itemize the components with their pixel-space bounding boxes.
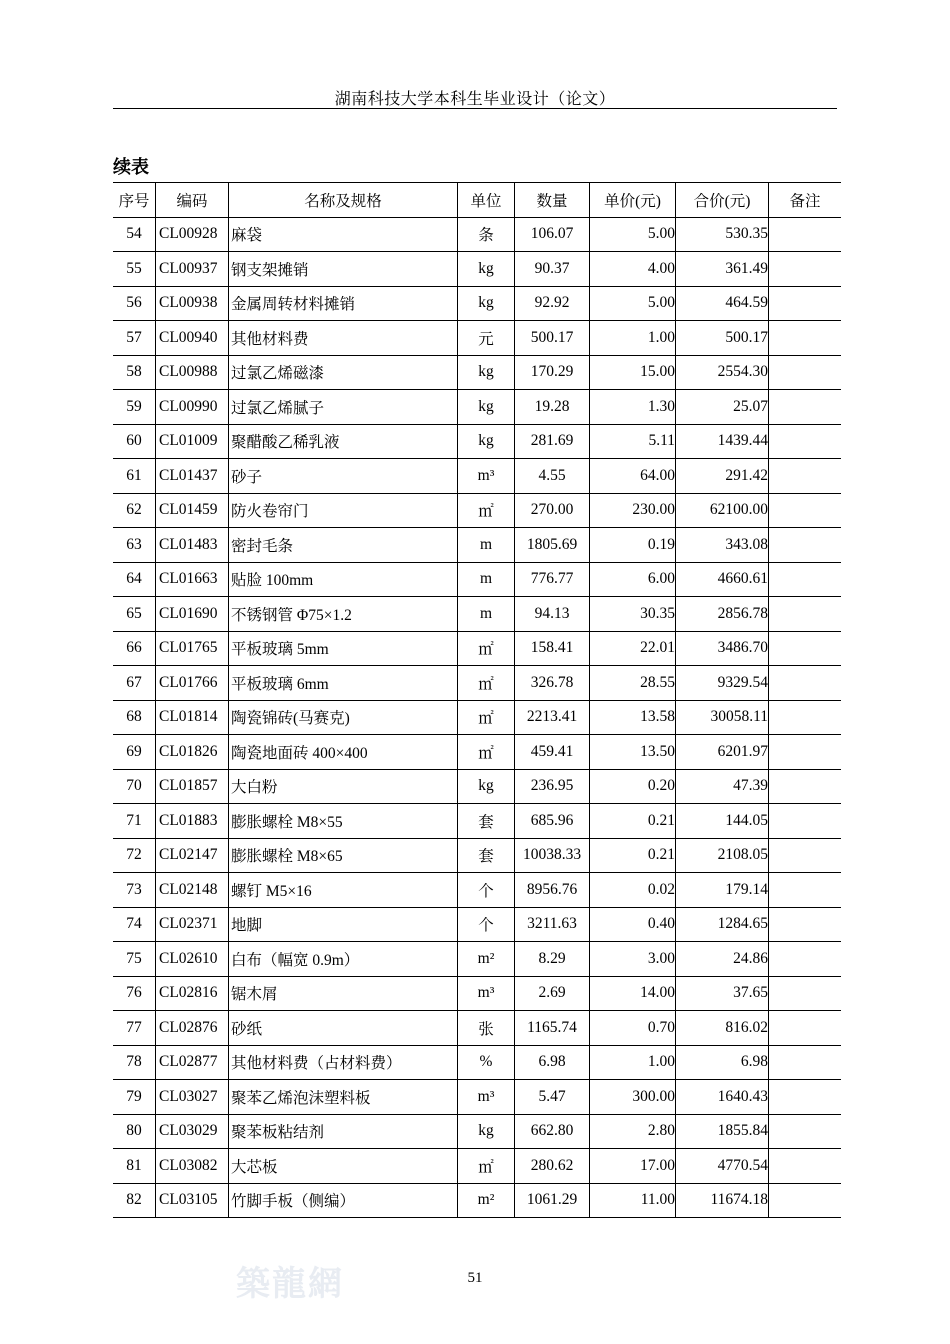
cell-name: 陶瓷锦砖(马赛克) — [229, 700, 458, 735]
cell-remarks — [769, 597, 842, 632]
cell-unit: 元 — [458, 321, 515, 356]
cell-index: 82 — [113, 1183, 156, 1218]
cell-name: 其他材料费（占材料费） — [229, 1045, 458, 1080]
cell-unit-price: 15.00 — [590, 355, 676, 390]
cell-quantity: 4.55 — [515, 459, 590, 494]
cell-name: 金属周转材料摊销 — [229, 286, 458, 321]
cell-index: 67 — [113, 666, 156, 701]
table-row — [113, 631, 841, 666]
cell-code: CL02148 — [156, 873, 229, 908]
cell-quantity: 158.41 — [515, 631, 590, 666]
table-row — [113, 597, 841, 632]
cell-index: 72 — [113, 838, 156, 873]
header-row — [113, 183, 841, 218]
cell-total-price: 47.39 — [676, 769, 769, 804]
cell-quantity: 8.29 — [515, 942, 590, 977]
cell-total-price: 24.86 — [676, 942, 769, 977]
table-row — [113, 1011, 841, 1046]
cell-quantity: 685.96 — [515, 804, 590, 839]
cell-unit: kg — [458, 424, 515, 459]
table-row — [113, 390, 841, 425]
cell-quantity: 8956.76 — [515, 873, 590, 908]
cell-total-price: 144.05 — [676, 804, 769, 839]
cell-remarks — [769, 735, 842, 770]
cell-unit-price: 230.00 — [590, 493, 676, 528]
cell-index: 70 — [113, 769, 156, 804]
table-row — [113, 976, 841, 1011]
cell-code: CL01883 — [156, 804, 229, 839]
cell-total-price: 3486.70 — [676, 631, 769, 666]
cell-index: 79 — [113, 1080, 156, 1115]
cell-code: CL03027 — [156, 1080, 229, 1115]
cell-quantity: 280.62 — [515, 1149, 590, 1184]
cell-remarks — [769, 838, 842, 873]
cell-remarks — [769, 1114, 842, 1149]
cell-index: 81 — [113, 1149, 156, 1184]
cell-unit-price: 1.00 — [590, 1045, 676, 1080]
cell-name: 陶瓷地面砖 400×400 — [229, 735, 458, 770]
cell-name: 贴脸 100mm — [229, 562, 458, 597]
cell-name: 平板玻璃 6mm — [229, 666, 458, 701]
cell-index: 74 — [113, 907, 156, 942]
cell-code: CL00928 — [156, 217, 229, 252]
cell-quantity: 662.80 — [515, 1114, 590, 1149]
cell-code: CL03029 — [156, 1114, 229, 1149]
cell-remarks — [769, 804, 842, 839]
cell-unit: 张 — [458, 1011, 515, 1046]
cell-quantity: 270.00 — [515, 493, 590, 528]
cell-name: 砂子 — [229, 459, 458, 494]
table-row — [113, 873, 841, 908]
cell-quantity: 92.92 — [515, 286, 590, 321]
cell-code: CL00937 — [156, 252, 229, 287]
cell-total-price: 1640.43 — [676, 1080, 769, 1115]
cell-quantity: 236.95 — [515, 769, 590, 804]
cell-name: 过氯乙烯腻子 — [229, 390, 458, 425]
cell-remarks — [769, 562, 842, 597]
cell-quantity: 94.13 — [515, 597, 590, 632]
cell-code: CL01826 — [156, 735, 229, 770]
cell-total-price: 25.07 — [676, 390, 769, 425]
cell-total-price: 2856.78 — [676, 597, 769, 632]
materials-table — [113, 182, 841, 1218]
cell-index: 69 — [113, 735, 156, 770]
cell-name: 螺钉 M5×16 — [229, 873, 458, 908]
cell-code: CL01765 — [156, 631, 229, 666]
cell-name: 膨胀螺栓 M8×55 — [229, 804, 458, 839]
cell-unit-price: 30.35 — [590, 597, 676, 632]
cell-name: 砂纸 — [229, 1011, 458, 1046]
cell-quantity: 281.69 — [515, 424, 590, 459]
table-row — [113, 942, 841, 977]
cell-code: CL01437 — [156, 459, 229, 494]
cell-quantity: 1061.29 — [515, 1183, 590, 1218]
cell-total-price: 1439.44 — [676, 424, 769, 459]
cell-unit-price: 13.58 — [590, 700, 676, 735]
cell-unit: kg — [458, 286, 515, 321]
cell-unit-price: 17.00 — [590, 1149, 676, 1184]
cell-quantity: 459.41 — [515, 735, 590, 770]
cell-name: 过氯乙烯磁漆 — [229, 355, 458, 390]
col-remarks: 备注 — [769, 183, 842, 218]
cell-index: 54 — [113, 217, 156, 252]
cell-remarks — [769, 1149, 842, 1184]
cell-name: 锯木屑 — [229, 976, 458, 1011]
table-row — [113, 424, 841, 459]
cell-quantity: 106.07 — [515, 217, 590, 252]
table-row — [113, 217, 841, 252]
cell-total-price: 37.65 — [676, 976, 769, 1011]
page-number: 51 — [467, 1270, 483, 1286]
cell-unit-price: 13.50 — [590, 735, 676, 770]
cell-index: 57 — [113, 321, 156, 356]
table-row — [113, 1045, 841, 1080]
cell-name: 白布（幅宽 0.9m） — [229, 942, 458, 977]
cell-quantity: 5.47 — [515, 1080, 590, 1115]
cell-total-price: 816.02 — [676, 1011, 769, 1046]
cell-remarks — [769, 459, 842, 494]
table-row — [113, 562, 841, 597]
cell-total-price: 1284.65 — [676, 907, 769, 942]
cell-remarks — [769, 493, 842, 528]
table-row — [113, 286, 841, 321]
cell-remarks — [769, 907, 842, 942]
cell-unit-price: 2.80 — [590, 1114, 676, 1149]
cell-index: 68 — [113, 700, 156, 735]
cell-name: 聚醋酸乙稀乳液 — [229, 424, 458, 459]
cell-remarks — [769, 355, 842, 390]
cell-total-price: 500.17 — [676, 321, 769, 356]
table-row — [113, 355, 841, 390]
cell-total-price: 179.14 — [676, 873, 769, 908]
table-row — [113, 459, 841, 494]
cell-unit: ㎡ — [458, 700, 515, 735]
cell-index: 65 — [113, 597, 156, 632]
cell-unit: 套 — [458, 838, 515, 873]
table-row — [113, 735, 841, 770]
cell-remarks — [769, 976, 842, 1011]
cell-total-price: 2554.30 — [676, 355, 769, 390]
cell-unit: m — [458, 528, 515, 563]
cell-remarks — [769, 631, 842, 666]
cell-unit: m³ — [458, 976, 515, 1011]
table-caption: 续表 — [113, 157, 149, 178]
table-row — [113, 321, 841, 356]
cell-quantity: 1805.69 — [515, 528, 590, 563]
table-row — [113, 252, 841, 287]
cell-quantity: 1165.74 — [515, 1011, 590, 1046]
cell-unit-price: 0.19 — [590, 528, 676, 563]
cell-index: 58 — [113, 355, 156, 390]
cell-name: 平板玻璃 5mm — [229, 631, 458, 666]
cell-total-price: 1855.84 — [676, 1114, 769, 1149]
cell-unit: m³ — [458, 1080, 515, 1115]
cell-code: CL01483 — [156, 528, 229, 563]
cell-index: 71 — [113, 804, 156, 839]
cell-index: 76 — [113, 976, 156, 1011]
table-body — [113, 217, 841, 1218]
cell-quantity: 2.69 — [515, 976, 590, 1011]
cell-total-price: 11674.18 — [676, 1183, 769, 1218]
cell-unit: ㎡ — [458, 1149, 515, 1184]
cell-unit-price: 5.11 — [590, 424, 676, 459]
cell-remarks — [769, 1011, 842, 1046]
table-row — [113, 700, 841, 735]
cell-unit: 条 — [458, 217, 515, 252]
cell-remarks — [769, 424, 842, 459]
cell-remarks — [769, 1183, 842, 1218]
cell-code: CL02610 — [156, 942, 229, 977]
cell-code: CL01814 — [156, 700, 229, 735]
cell-total-price: 4770.54 — [676, 1149, 769, 1184]
table-row — [113, 838, 841, 873]
cell-unit: kg — [458, 390, 515, 425]
cell-total-price: 530.35 — [676, 217, 769, 252]
cell-unit-price: 1.30 — [590, 390, 676, 425]
cell-unit: 套 — [458, 804, 515, 839]
cell-index: 60 — [113, 424, 156, 459]
cell-code: CL01663 — [156, 562, 229, 597]
cell-unit-price: 0.02 — [590, 873, 676, 908]
cell-code: CL01690 — [156, 597, 229, 632]
cell-code: CL02876 — [156, 1011, 229, 1046]
cell-index: 73 — [113, 873, 156, 908]
cell-unit: 个 — [458, 873, 515, 908]
cell-total-price: 9329.54 — [676, 666, 769, 701]
cell-name: 麻袋 — [229, 217, 458, 252]
cell-total-price: 2108.05 — [676, 838, 769, 873]
cell-unit: 个 — [458, 907, 515, 942]
cell-quantity: 776.77 — [515, 562, 590, 597]
cell-total-price: 361.49 — [676, 252, 769, 287]
table-row — [113, 1114, 841, 1149]
cell-unit: % — [458, 1045, 515, 1080]
cell-unit: m² — [458, 1183, 515, 1218]
table-row — [113, 769, 841, 804]
cell-quantity: 2213.41 — [515, 700, 590, 735]
cell-index: 78 — [113, 1045, 156, 1080]
cell-code: CL00940 — [156, 321, 229, 356]
cell-unit-price: 5.00 — [590, 286, 676, 321]
cell-code: CL03082 — [156, 1149, 229, 1184]
cell-name: 竹脚手板（侧编） — [229, 1183, 458, 1218]
cell-unit-price: 0.21 — [590, 804, 676, 839]
cell-unit-price: 5.00 — [590, 217, 676, 252]
cell-remarks — [769, 252, 842, 287]
table-row — [113, 804, 841, 839]
cell-code: CL01459 — [156, 493, 229, 528]
cell-name: 防火卷帘门 — [229, 493, 458, 528]
cell-index: 66 — [113, 631, 156, 666]
cell-name: 聚苯板粘结剂 — [229, 1114, 458, 1149]
cell-code: CL00988 — [156, 355, 229, 390]
table-row — [113, 1149, 841, 1184]
cell-remarks — [769, 1045, 842, 1080]
cell-code: CL00990 — [156, 390, 229, 425]
cell-remarks — [769, 769, 842, 804]
cell-code: CL00938 — [156, 286, 229, 321]
cell-index: 75 — [113, 942, 156, 977]
cell-unit: kg — [458, 252, 515, 287]
cell-quantity: 170.29 — [515, 355, 590, 390]
cell-name: 其他材料费 — [229, 321, 458, 356]
cell-total-price: 4660.61 — [676, 562, 769, 597]
cell-remarks — [769, 873, 842, 908]
cell-unit: m — [458, 562, 515, 597]
table-row — [113, 1080, 841, 1115]
table-row — [113, 1183, 841, 1218]
table-header — [113, 183, 841, 218]
cell-unit: ㎡ — [458, 666, 515, 701]
cell-unit-price: 4.00 — [590, 252, 676, 287]
col-unit-price: 单价(元) — [590, 183, 676, 218]
cell-name: 密封毛条 — [229, 528, 458, 563]
col-code: 编码 — [156, 183, 229, 218]
cell-name: 不锈钢管 Φ75×1.2 — [229, 597, 458, 632]
cell-unit-price: 11.00 — [590, 1183, 676, 1218]
cell-quantity: 3211.63 — [515, 907, 590, 942]
cell-remarks — [769, 286, 842, 321]
cell-remarks — [769, 321, 842, 356]
cell-code: CL01009 — [156, 424, 229, 459]
cell-unit-price: 0.20 — [590, 769, 676, 804]
cell-code: CL02147 — [156, 838, 229, 873]
cell-index: 61 — [113, 459, 156, 494]
cell-code: CL01766 — [156, 666, 229, 701]
cell-index: 64 — [113, 562, 156, 597]
cell-name: 地脚 — [229, 907, 458, 942]
cell-quantity: 326.78 — [515, 666, 590, 701]
cell-unit-price: 300.00 — [590, 1080, 676, 1115]
cell-quantity: 500.17 — [515, 321, 590, 356]
col-index: 序号 — [113, 183, 156, 218]
cell-unit: kg — [458, 1114, 515, 1149]
cell-remarks — [769, 390, 842, 425]
cell-index: 56 — [113, 286, 156, 321]
cell-code: CL02371 — [156, 907, 229, 942]
cell-remarks — [769, 666, 842, 701]
watermark: 築龍網 — [236, 1264, 344, 1304]
cell-index: 63 — [113, 528, 156, 563]
cell-name: 钢支架摊销 — [229, 252, 458, 287]
cell-code: CL01857 — [156, 769, 229, 804]
cell-total-price: 30058.11 — [676, 700, 769, 735]
col-quantity: 数量 — [515, 183, 590, 218]
table-row — [113, 666, 841, 701]
cell-unit-price: 1.00 — [590, 321, 676, 356]
cell-total-price: 6201.97 — [676, 735, 769, 770]
cell-unit-price: 3.00 — [590, 942, 676, 977]
cell-unit: ㎡ — [458, 735, 515, 770]
cell-unit-price: 0.21 — [590, 838, 676, 873]
cell-name: 膨胀螺栓 M8×65 — [229, 838, 458, 873]
cell-name: 大白粉 — [229, 769, 458, 804]
cell-total-price: 343.08 — [676, 528, 769, 563]
cell-unit-price: 14.00 — [590, 976, 676, 1011]
cell-unit: ㎡ — [458, 493, 515, 528]
cell-index: 80 — [113, 1114, 156, 1149]
cell-remarks — [769, 528, 842, 563]
cell-index: 77 — [113, 1011, 156, 1046]
cell-quantity: 90.37 — [515, 252, 590, 287]
cell-remarks — [769, 700, 842, 735]
cell-unit: ㎡ — [458, 631, 515, 666]
cell-unit-price: 64.00 — [590, 459, 676, 494]
cell-unit: kg — [458, 355, 515, 390]
cell-total-price: 464.59 — [676, 286, 769, 321]
cell-total-price: 6.98 — [676, 1045, 769, 1080]
cell-unit: kg — [458, 769, 515, 804]
cell-total-price: 62100.00 — [676, 493, 769, 528]
cell-unit: m — [458, 597, 515, 632]
cell-index: 55 — [113, 252, 156, 287]
cell-quantity: 10038.33 — [515, 838, 590, 873]
cell-unit: m³ — [458, 459, 515, 494]
cell-unit-price: 28.55 — [590, 666, 676, 701]
cell-unit-price: 0.70 — [590, 1011, 676, 1046]
cell-unit: m² — [458, 942, 515, 977]
table-row — [113, 907, 841, 942]
cell-name: 大芯板 — [229, 1149, 458, 1184]
col-unit: 单位 — [458, 183, 515, 218]
cell-code: CL02816 — [156, 976, 229, 1011]
cell-index: 62 — [113, 493, 156, 528]
page-header: 湖南科技大学本科生毕业设计（论文） — [113, 86, 837, 109]
cell-quantity: 6.98 — [515, 1045, 590, 1080]
cell-unit-price: 22.01 — [590, 631, 676, 666]
col-total-price: 合价(元) — [676, 183, 769, 218]
cell-quantity: 19.28 — [515, 390, 590, 425]
cell-unit-price: 6.00 — [590, 562, 676, 597]
col-name: 名称及规格 — [229, 183, 458, 218]
table-row — [113, 528, 841, 563]
cell-code: CL03105 — [156, 1183, 229, 1218]
cell-remarks — [769, 217, 842, 252]
cell-name: 聚苯乙烯泡沫塑料板 — [229, 1080, 458, 1115]
cell-unit-price: 0.40 — [590, 907, 676, 942]
cell-index: 59 — [113, 390, 156, 425]
table-row — [113, 493, 841, 528]
cell-remarks — [769, 1080, 842, 1115]
cell-total-price: 291.42 — [676, 459, 769, 494]
cell-remarks — [769, 942, 842, 977]
cell-code: CL02877 — [156, 1045, 229, 1080]
